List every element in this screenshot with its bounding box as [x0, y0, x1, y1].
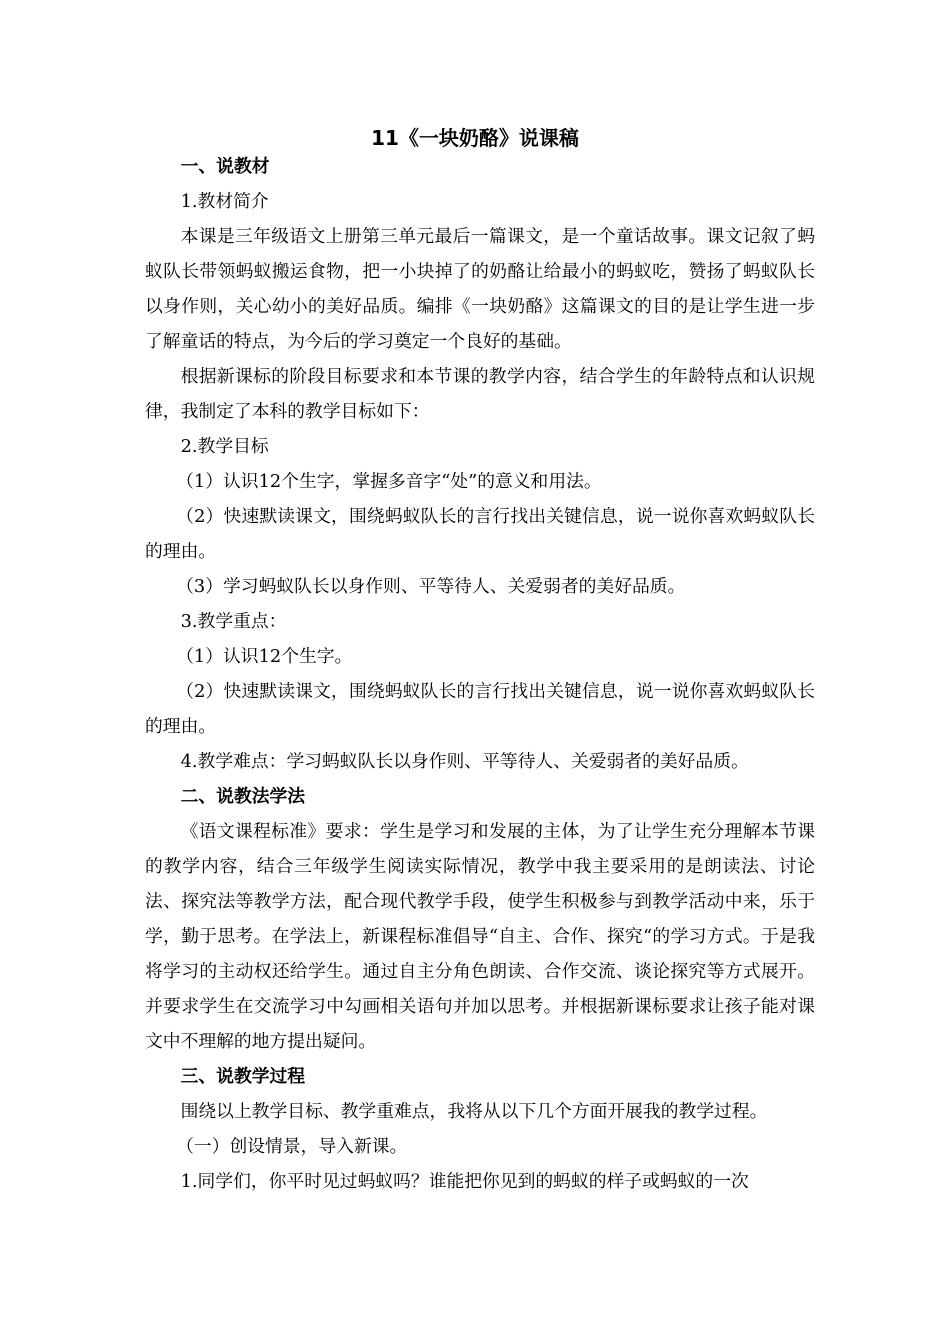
section-heading-textbook: 一、说教材 — [180, 156, 270, 177]
section-heading-process: 三、说教学过程 — [180, 1066, 306, 1087]
key-point-item: （2）快速默读课文，围绕蚂蚁队长的言行找出关键信息，说一说你喜欢蚂蚁队长的理由。 — [145, 681, 815, 737]
paragraph-methods: 《语文课程标准》要求：学生是学习和发展的主体，为了让学生充分理解本节课的教学内容，结合三年级学生阅读实际情况，教学中我主要采用的是朗读法、讨论法、探究法等教学方法，配合现代教学手段，使学生积极参与到教学活动中来，乐于学，勤于思考。在学法上，新课程标准倡导“自主、合作、探究“的学习方式。于是我将学习的主动权还给学生。通过自主分角色朗读、合作交流、谈论探究等方式展开。并要求学生在交流学习中勾画相关语句并加以思考。并根据新课标要求让孩子能对课文中不理解的地方提出疑问。 — [145, 821, 815, 1052]
goal-item: （1）认识12个生字，掌握多音字“处”的意义和用法。 — [176, 471, 602, 492]
paragraph-intro: 本课是三年级语文上册第三单元最后一篇课文，是一个童话故事。课文记叙了蚂蚁队长带领蚂蚁搬运食物，把一小块掉了的奶酪让给最小的蚂蚁吃，赞扬了蚂蚁队长以身作则，关心幼小的美好品质。编排《一块奶酪》这篇课文的目的是让学生进一步了解童话的特点，为今后的学习奠定一个良好的基础。 — [145, 226, 815, 352]
paragraph-process-step: 1.同学们，你平时见过蚂蚁吗？谁能把你见到的蚂蚁的样子或蚂蚁的一次 — [180, 1171, 749, 1192]
goal-item: （2）快速默读课文，围绕蚂蚁队长的言行找出关键信息，说一说你喜欢蚂蚁队长的理由。 — [145, 506, 815, 562]
paragraph-difficulty: 4.教学难点：学习蚂蚁队长以身作则、平等待人、关爱弱者的美好品质。 — [180, 751, 749, 772]
subsection-title-goals: 2.教学目标 — [180, 436, 269, 457]
section-heading-methods: 二、说教法学法 — [180, 786, 306, 807]
key-point-item: （1）认识12个生字。 — [176, 646, 353, 667]
subsection-title-key-points: 3.教学重点： — [180, 611, 287, 632]
process-step-title: （一）创设情景，导入新课。 — [176, 1136, 408, 1157]
document-title: 11《一块奶酪》说课稿 — [371, 126, 579, 150]
goal-item: （3）学习蚂蚁队长以身作则、平等待人、关爱弱者的美好品质。 — [176, 576, 686, 597]
paragraph-process-intro: 围绕以上教学目标、教学重难点，我将从以下几个方面开展我的教学过程。 — [180, 1101, 768, 1122]
document-body — [145, 149, 815, 1199]
paragraph-goals-basis: 根据新课标的阶段目标要求和本节课的教学内容，结合学生的年龄特点和认识规律，我制定了本科的教学目标如下： — [145, 366, 815, 422]
subsection-title-intro: 1.教材简介 — [180, 191, 269, 212]
